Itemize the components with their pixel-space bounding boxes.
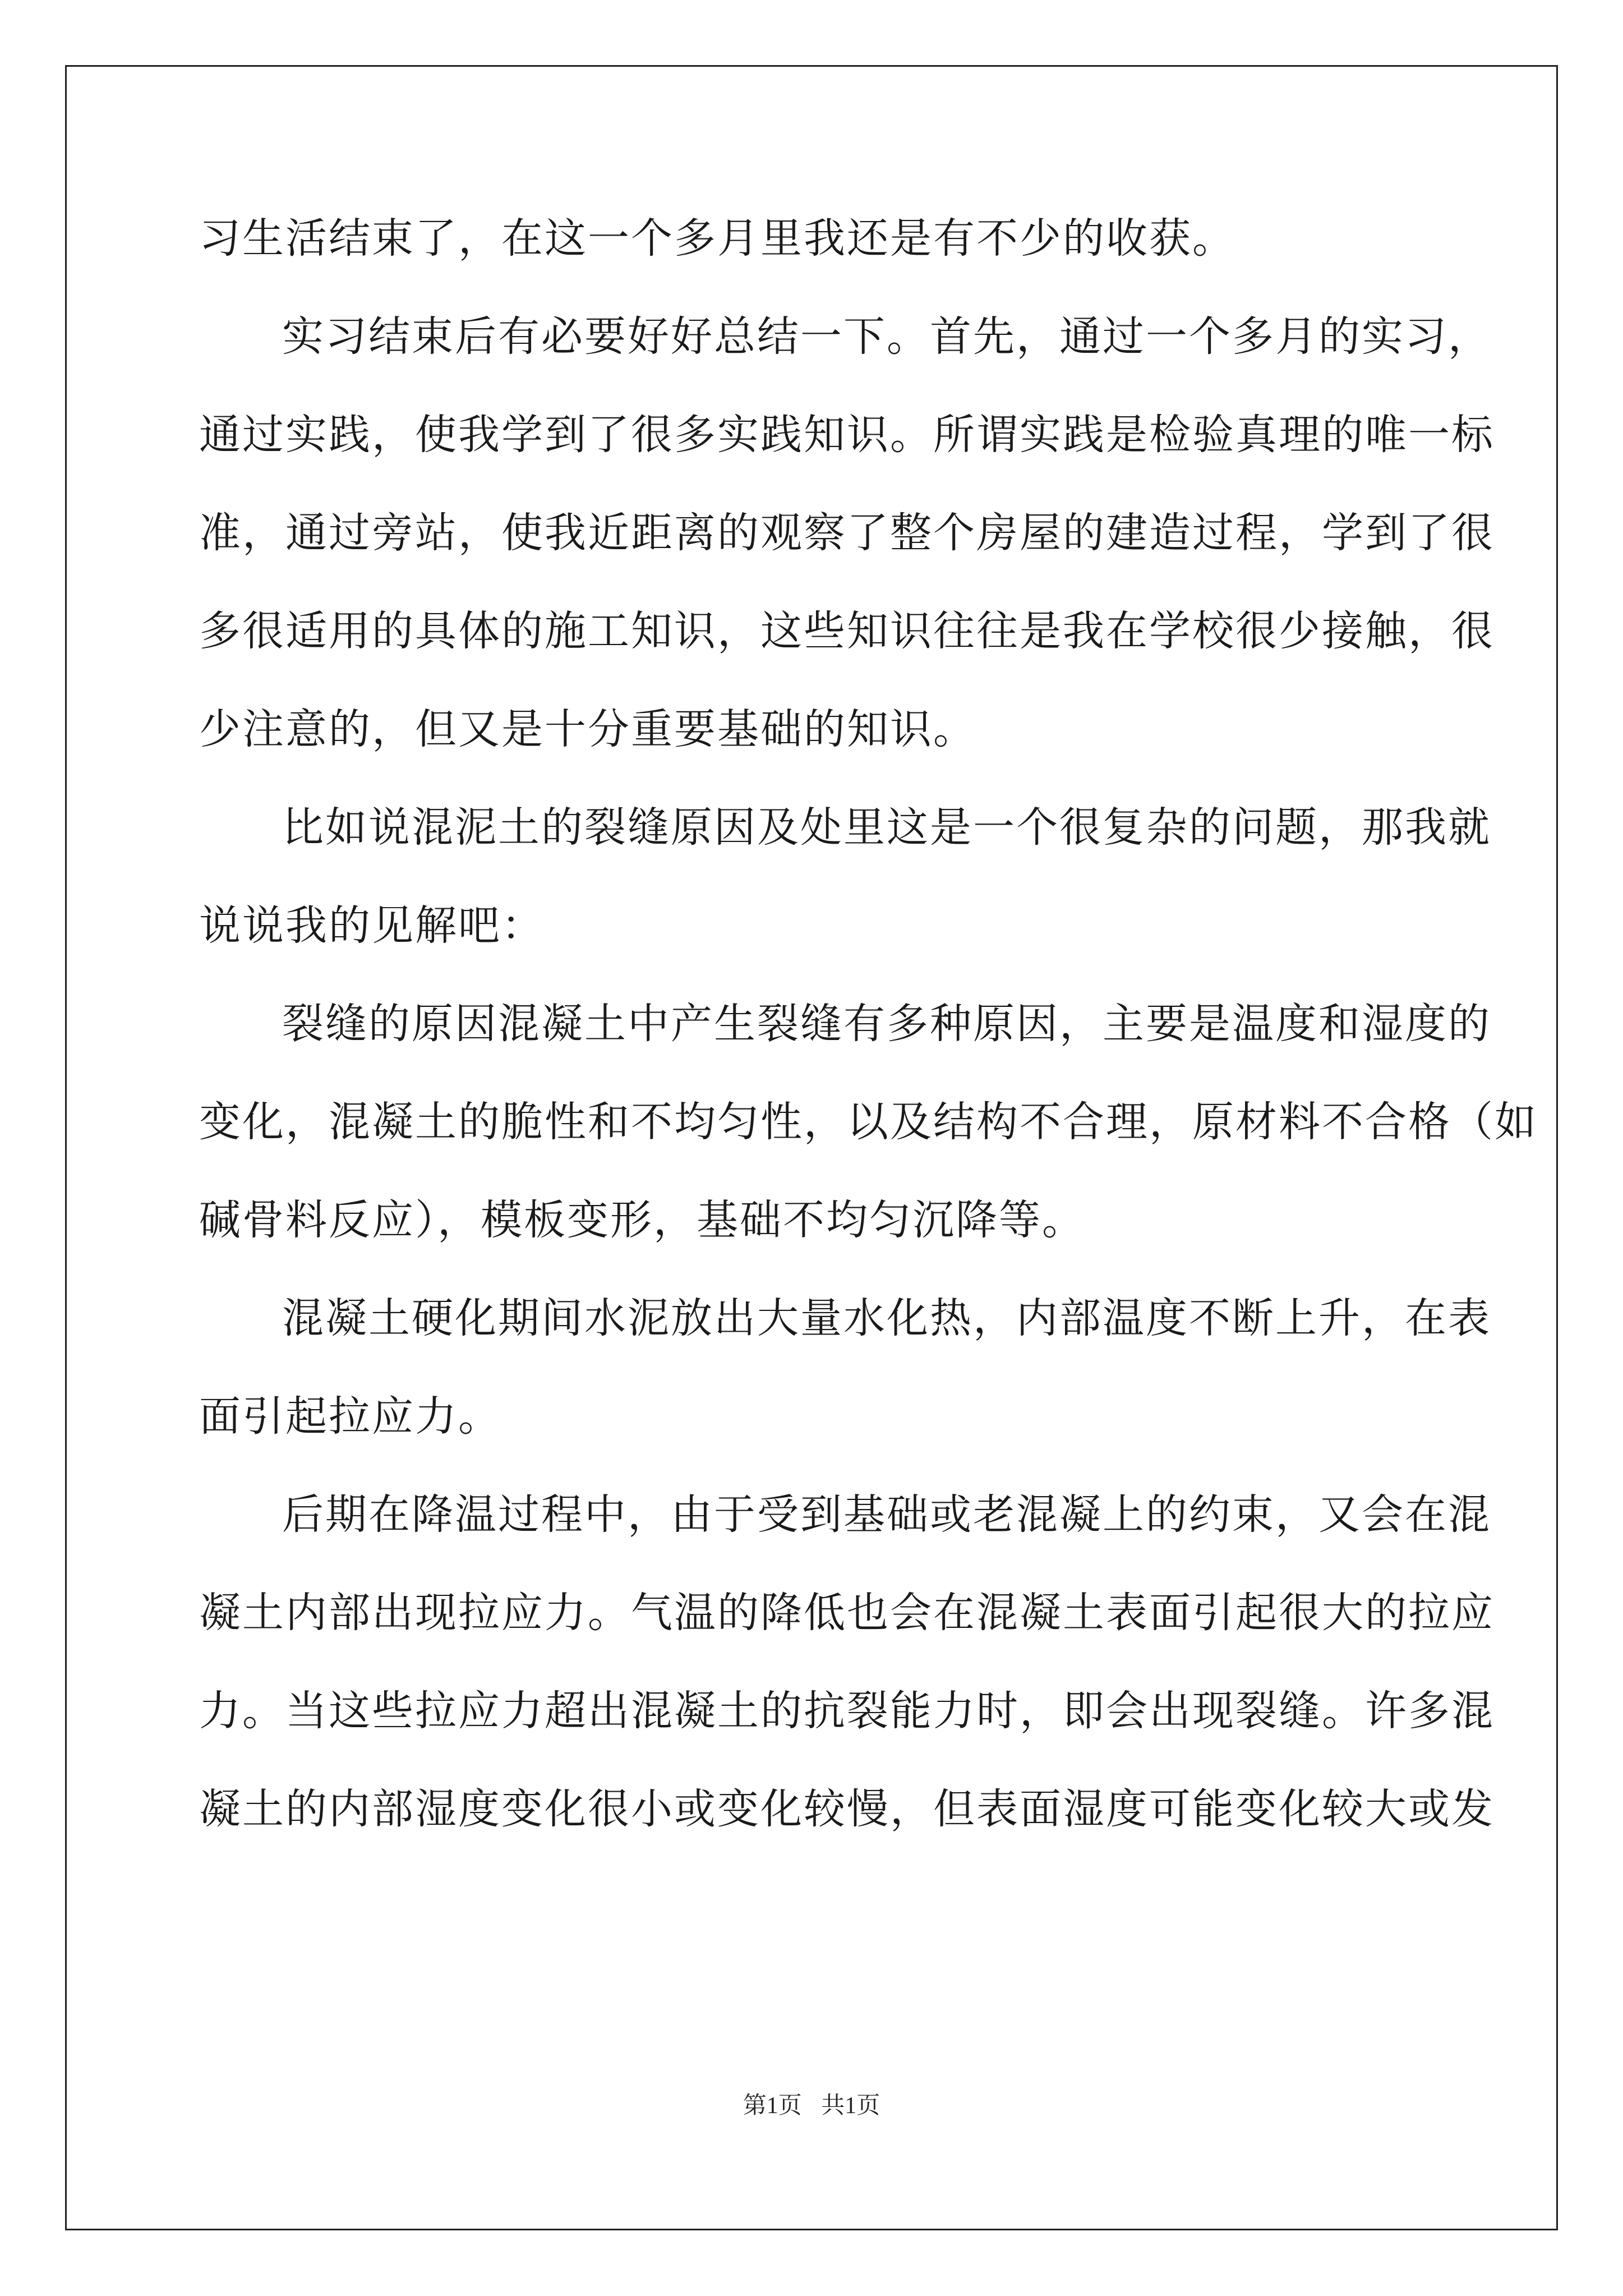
paragraph-start-line: 混凝土硬化期间水泥放出大量水化热，内部温度不断上升，在表 [282, 1294, 1491, 1342]
page-footer [0, 2087, 1623, 2120]
page-number: 第1页 [743, 2093, 802, 2119]
paragraph-start-line: 实习结束后有必要好好总结一下。首先，通过一个多月的实习， [282, 312, 1491, 361]
paragraph-start-line: 后期在降温过程中，由于受到基础或老混凝上的约束，又会在混 [282, 1490, 1491, 1539]
text-line: 习生活结束了，在这一个多月里我还是有不少的收获。 [199, 214, 1235, 263]
text-line: 少注意的，但又是十分重要基础的知识。 [199, 705, 976, 753]
text-line: 说说我的见解吧： [199, 901, 545, 950]
text-line: 准，通过旁站，使我近距离的观察了整个房屋的建造过程，学到了很 [199, 509, 1495, 557]
paragraph-start-line: 裂缝的原因混凝土中产生裂缝有多种原因，主要是温度和湿度的 [282, 1000, 1491, 1048]
text-line: 通过实践，使我学到了很多实践知识。所谓实践是检验真理的唯一标 [199, 411, 1495, 459]
text-line: 多很适用的具体的施工知识，这些知识往往是我在学校很少接触，很 [199, 607, 1495, 655]
page-total: 共1页 [821, 2093, 880, 2119]
text-line: 凝土的内部湿度变化很小或变化较慢，但表面湿度可能变化较大或发 [199, 1785, 1495, 1833]
text-line: 变化，混凝土的脆性和不均匀性，以及结构不合理，原材料不合格（如 [199, 1098, 1538, 1146]
paragraph-start-line: 比如说混泥土的裂缝原因及处里这是一个很复杂的问题，那我就 [282, 803, 1491, 852]
text-line: 凝土内部出现拉应力。气温的降低也会在混凝土表面引起很大的拉应 [199, 1589, 1495, 1637]
text-line: 碱骨料反应），模板变形，基础不均匀沉降等。 [199, 1196, 1085, 1244]
text-line: 面引起拉应力。 [199, 1392, 501, 1441]
text-line: 力。当这些拉应力超出混凝土的抗裂能力时，即会出现裂缝。许多混 [199, 1687, 1495, 1735]
